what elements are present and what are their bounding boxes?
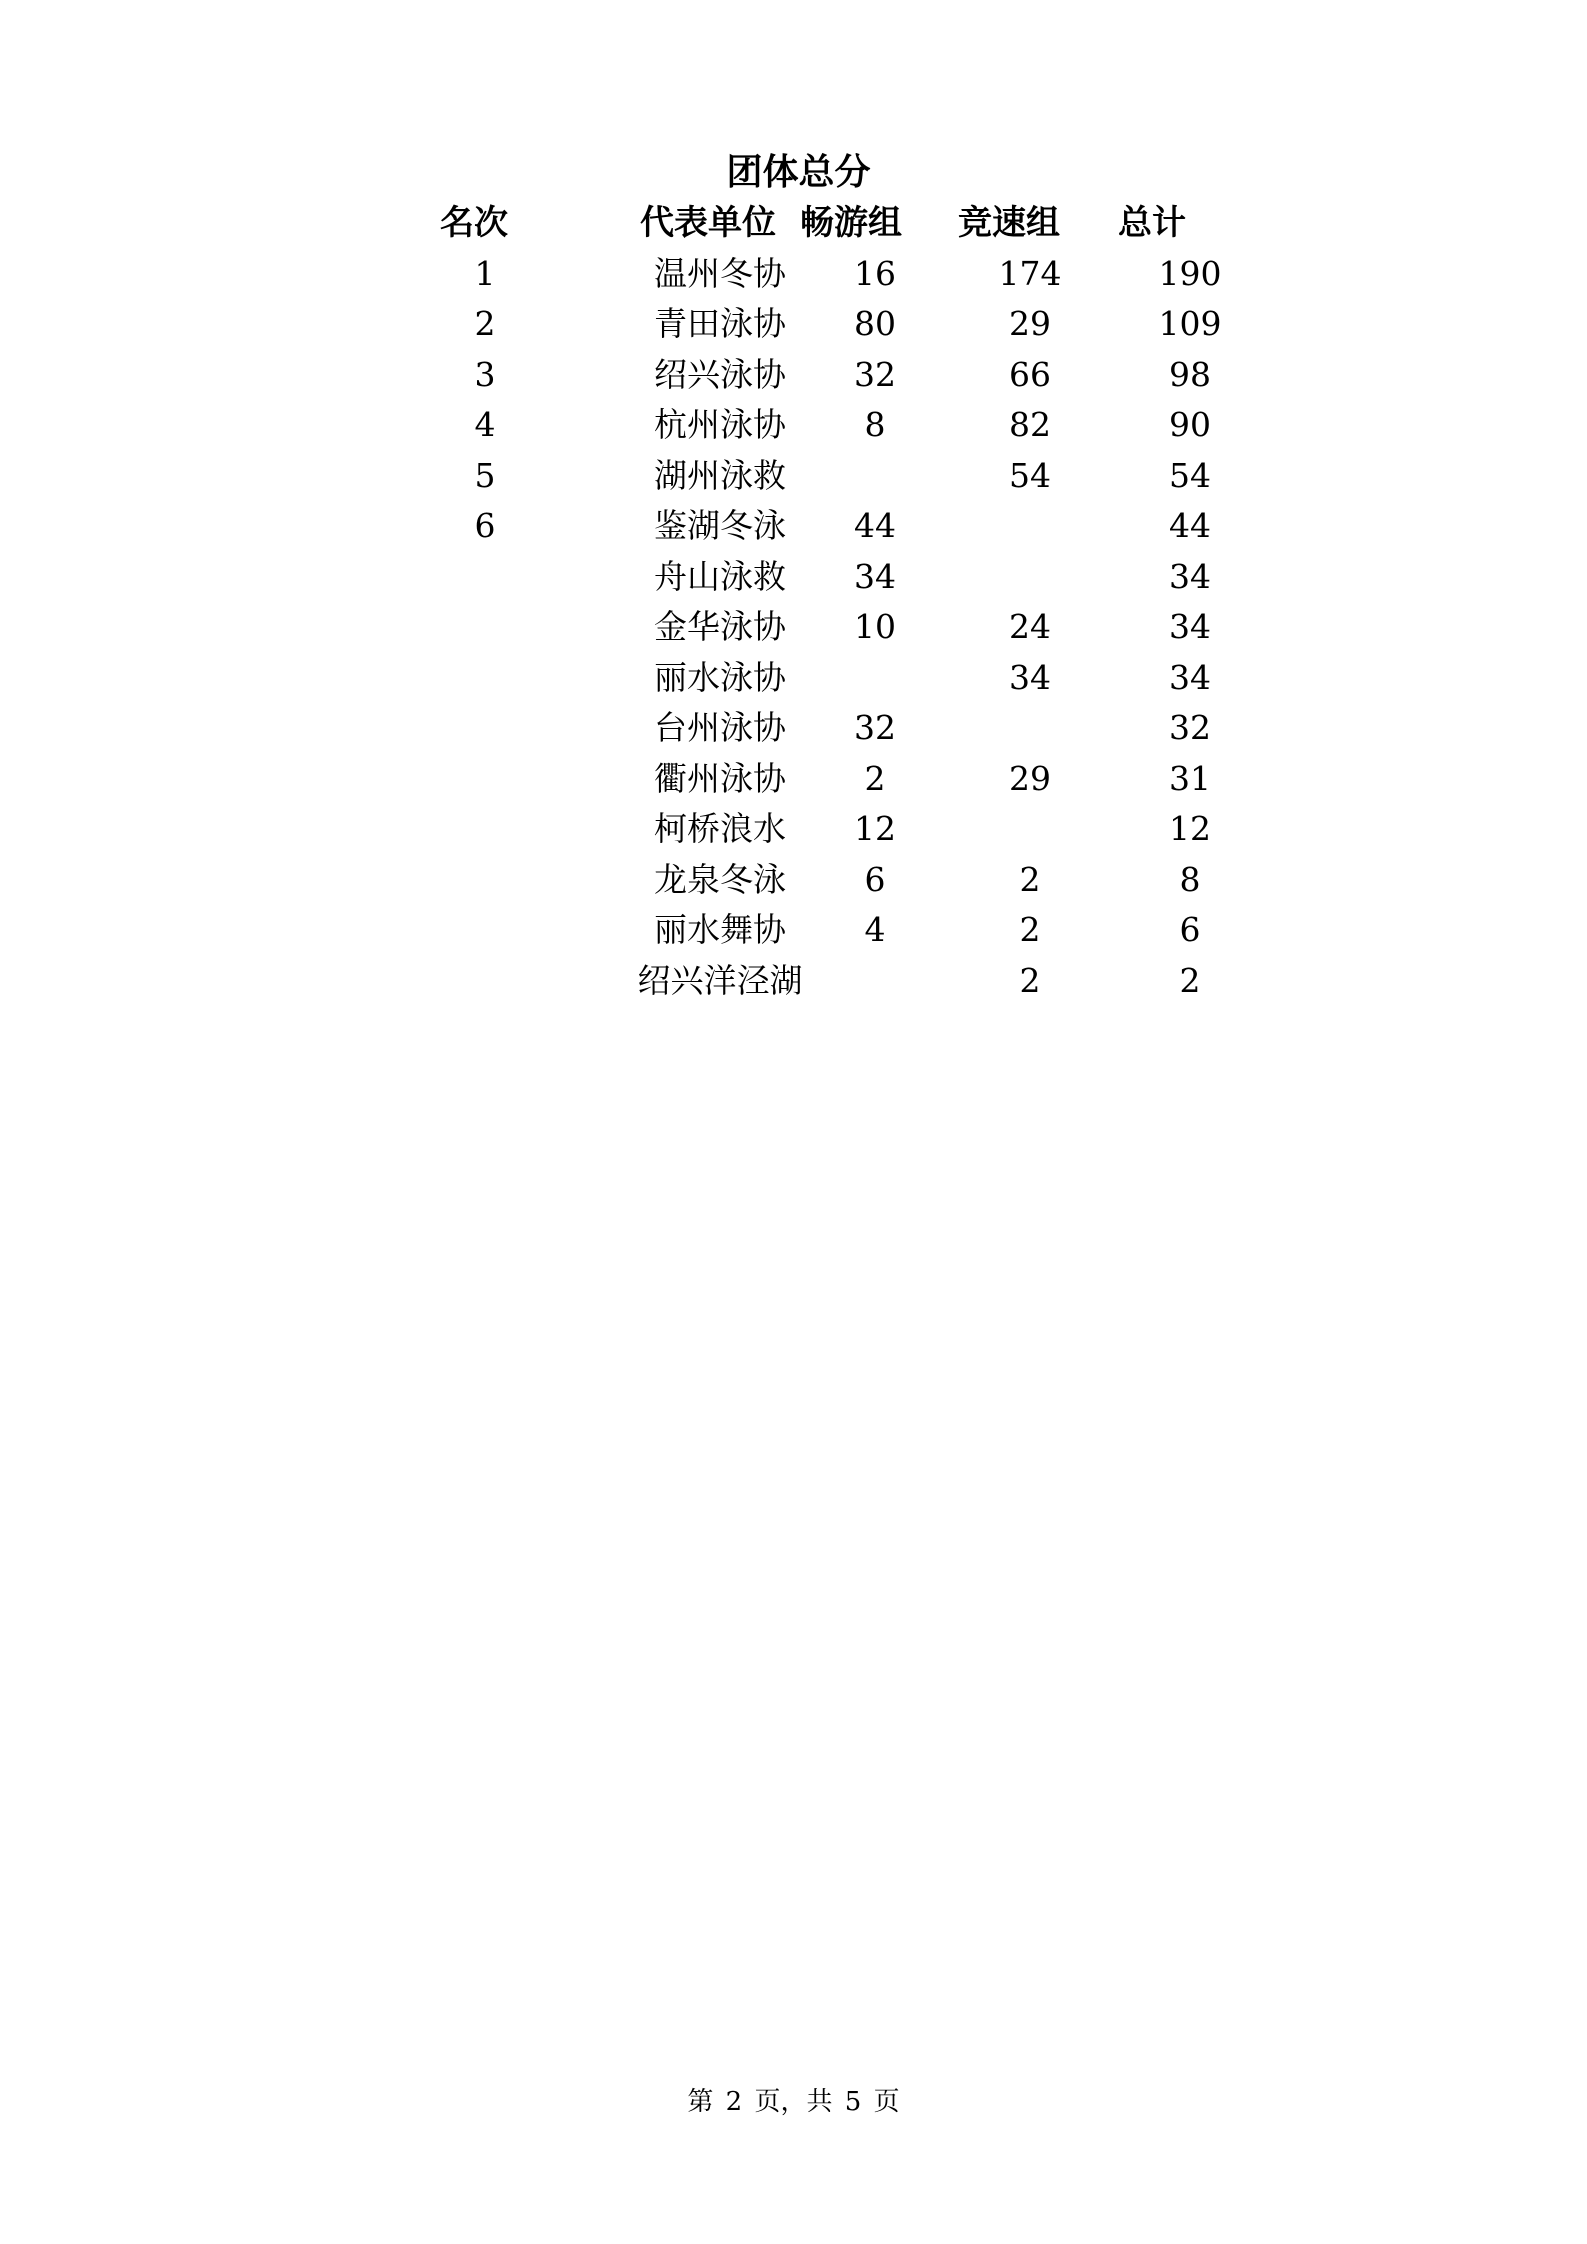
header-speed-group: 竞速组 [958, 203, 1060, 243]
table-row [0, 602, 1587, 653]
free-group-cell: 6 [864, 859, 886, 899]
total-cell: 31 [1169, 758, 1211, 798]
free-group-cell: 32 [854, 708, 896, 747]
total-cell: 44 [1169, 506, 1211, 545]
unit-cell: 丽水泳协 [654, 657, 786, 697]
unit-cell: 杭州泳协 [654, 405, 786, 444]
total-cell: 190 [1158, 253, 1222, 293]
rank-cell [440, 956, 530, 1007]
unit-cell: 舟山泳救 [654, 556, 786, 596]
free-group-cell: 2 [864, 758, 886, 798]
table-row [0, 804, 1587, 855]
free-group-cell: 80 [854, 304, 896, 343]
table-row [0, 703, 1587, 754]
unit-cell: 台州泳协 [654, 708, 786, 747]
speed-group-cell: 54 [1009, 455, 1051, 495]
unit-cell: 龙泉冬泳 [654, 859, 786, 899]
table-row [0, 552, 1587, 603]
total-cell: 34 [1169, 657, 1211, 697]
rank-cell [440, 703, 530, 754]
table-row [0, 400, 1587, 451]
speed-group-cell [960, 804, 1100, 855]
speed-group-cell [960, 501, 1100, 552]
free-group-cell: 4 [864, 910, 886, 949]
speed-group-cell: 174 [998, 253, 1062, 293]
free-group-cell: 32 [854, 354, 896, 394]
speed-group-cell: 29 [1009, 304, 1051, 343]
total-cell: 54 [1169, 455, 1211, 495]
speed-group-cell [960, 703, 1100, 754]
unit-cell: 温州冬协 [654, 253, 786, 293]
unit-cell: 金华泳协 [654, 607, 786, 646]
speed-group-cell: 66 [1009, 354, 1051, 394]
unit-cell: 湖州泳救 [654, 455, 786, 495]
total-cell: 8 [1179, 859, 1201, 899]
table-row [0, 754, 1587, 805]
unit-cell: 柯桥浪水 [654, 809, 786, 848]
page-title: 团体总分 [726, 152, 871, 193]
rank-cell [440, 602, 530, 653]
header-free-group: 畅游组 [800, 203, 902, 243]
unit-cell: 鉴湖冬泳 [654, 506, 786, 545]
free-group-cell [800, 653, 950, 704]
header-rank: 名次 [440, 203, 508, 243]
unit-cell: 丽水舞协 [654, 910, 786, 949]
free-group-cell: 8 [864, 405, 886, 444]
rank-cell [440, 754, 530, 805]
table-row [0, 855, 1587, 906]
team-score-table [0, 198, 1587, 1006]
speed-group-cell [960, 552, 1100, 603]
speed-group-cell: 34 [1009, 657, 1051, 697]
rank-cell [440, 905, 530, 956]
table-row [0, 501, 1587, 552]
rank-cell [440, 653, 530, 704]
speed-group-cell: 82 [1009, 405, 1051, 444]
table-row [0, 653, 1587, 704]
rank-cell: 6 [474, 506, 496, 545]
total-cell: 90 [1169, 405, 1211, 444]
speed-group-cell: 29 [1009, 758, 1051, 798]
total-cell: 2 [1179, 960, 1201, 1000]
total-cell: 32 [1169, 708, 1211, 747]
speed-group-cell: 24 [1009, 607, 1051, 646]
total-cell: 6 [1179, 910, 1201, 949]
unit-cell: 绍兴洋泾湖 [637, 960, 803, 1000]
rank-cell: 3 [474, 354, 496, 394]
total-cell: 98 [1169, 354, 1211, 394]
table-row [0, 956, 1587, 1007]
page-footer: 第 2 页，共 5 页 [687, 2087, 900, 2117]
free-group-cell: 44 [854, 506, 896, 545]
speed-group-cell: 2 [1019, 910, 1041, 949]
rank-cell [440, 804, 530, 855]
table-row [0, 451, 1587, 502]
rank-cell: 1 [474, 253, 496, 293]
rank-cell [440, 552, 530, 603]
total-cell: 109 [1158, 304, 1222, 343]
free-group-cell [800, 451, 950, 502]
total-cell: 34 [1169, 556, 1211, 596]
speed-group-cell: 2 [1019, 960, 1041, 1000]
header-unit: 代表单位 [640, 203, 776, 243]
free-group-cell: 16 [854, 253, 896, 293]
total-cell: 34 [1169, 607, 1211, 646]
free-group-cell [800, 956, 950, 1007]
free-group-cell: 34 [854, 556, 896, 596]
unit-cell: 衢州泳协 [654, 758, 786, 798]
free-group-cell: 10 [854, 607, 896, 646]
rank-cell [440, 855, 530, 906]
free-group-cell: 12 [854, 809, 896, 848]
table-row [0, 905, 1587, 956]
rank-cell: 5 [474, 455, 496, 495]
table-body [0, 249, 1587, 1007]
table-row [0, 299, 1587, 350]
unit-cell: 青田泳协 [654, 304, 786, 343]
table-row [0, 350, 1587, 401]
header-total: 总计 [1118, 203, 1186, 243]
rank-cell: 2 [474, 304, 496, 343]
rank-cell: 4 [474, 405, 496, 444]
speed-group-cell: 2 [1019, 859, 1041, 899]
table-row [0, 249, 1587, 300]
unit-cell: 绍兴泳协 [654, 354, 786, 394]
table-header-row [0, 198, 1587, 249]
total-cell: 12 [1169, 809, 1211, 848]
